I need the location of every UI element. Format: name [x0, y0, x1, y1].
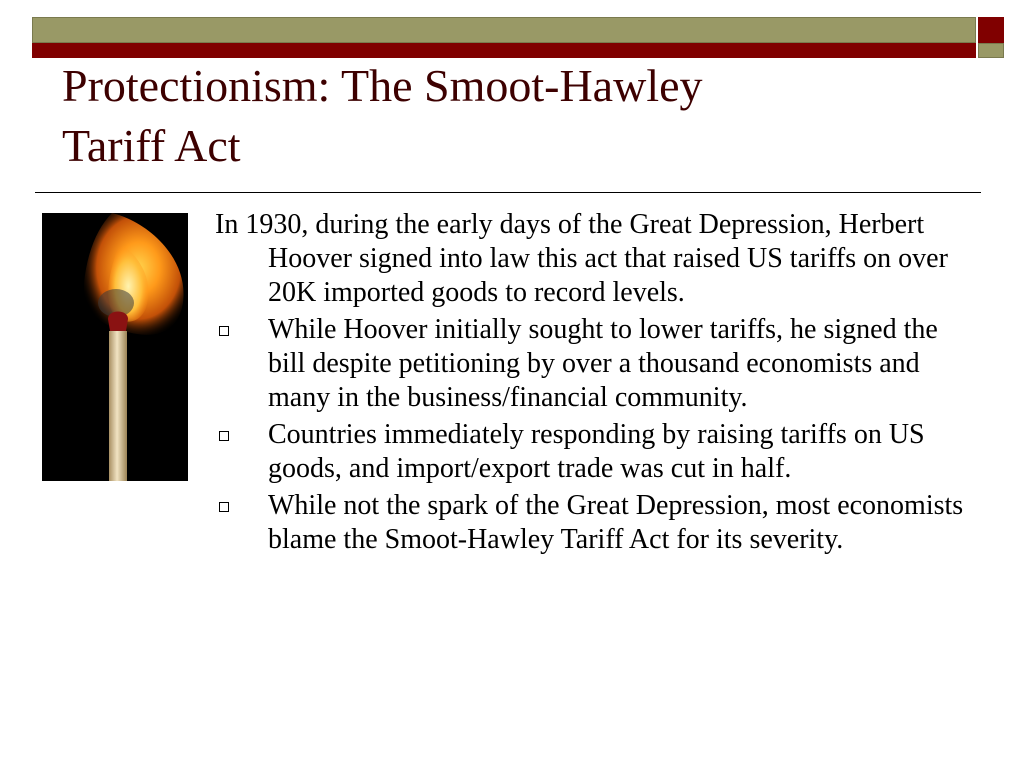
bullet-item-1 — [215, 313, 970, 415]
slide-body — [215, 208, 970, 560]
bullet-text-2: Countries immediately responding by raising tariffs on US goods, and import/export trade was cut in half. — [268, 419, 925, 484]
bullet-item-2 — [215, 418, 970, 486]
title-divider — [35, 192, 981, 193]
bullet-text-1: While Hoover initially sought to lower tariffs, he signed the bill despite petitioning by over a thousand economists and many in the business/financial community. — [268, 314, 938, 413]
header-square-maroon — [978, 17, 1004, 43]
burning-match-image — [42, 213, 188, 481]
slide-title — [62, 56, 962, 176]
intro-paragraph: In 1930, during the early days of the Great Depression, Herbert Hoover signed into law this act that raised US tariffs on over 20K imported goods to record levels. — [215, 209, 948, 308]
hollow-square-bullet-icon — [219, 502, 229, 512]
header-square-olive — [978, 43, 1004, 58]
hollow-square-bullet-icon — [219, 326, 229, 336]
title-line-1: Protectionism: The Smoot-Hawley — [62, 60, 703, 111]
bullet-item-3 — [215, 489, 970, 557]
title-line-2: Tariff Act — [62, 120, 241, 171]
hollow-square-bullet-icon — [219, 431, 229, 441]
header-bar-olive — [32, 17, 976, 43]
burning-match-icon — [42, 213, 188, 481]
bullet-text-3: While not the spark of the Great Depression, most economists blame the Smoot-Hawley Tariff Act for its severity. — [268, 490, 964, 555]
